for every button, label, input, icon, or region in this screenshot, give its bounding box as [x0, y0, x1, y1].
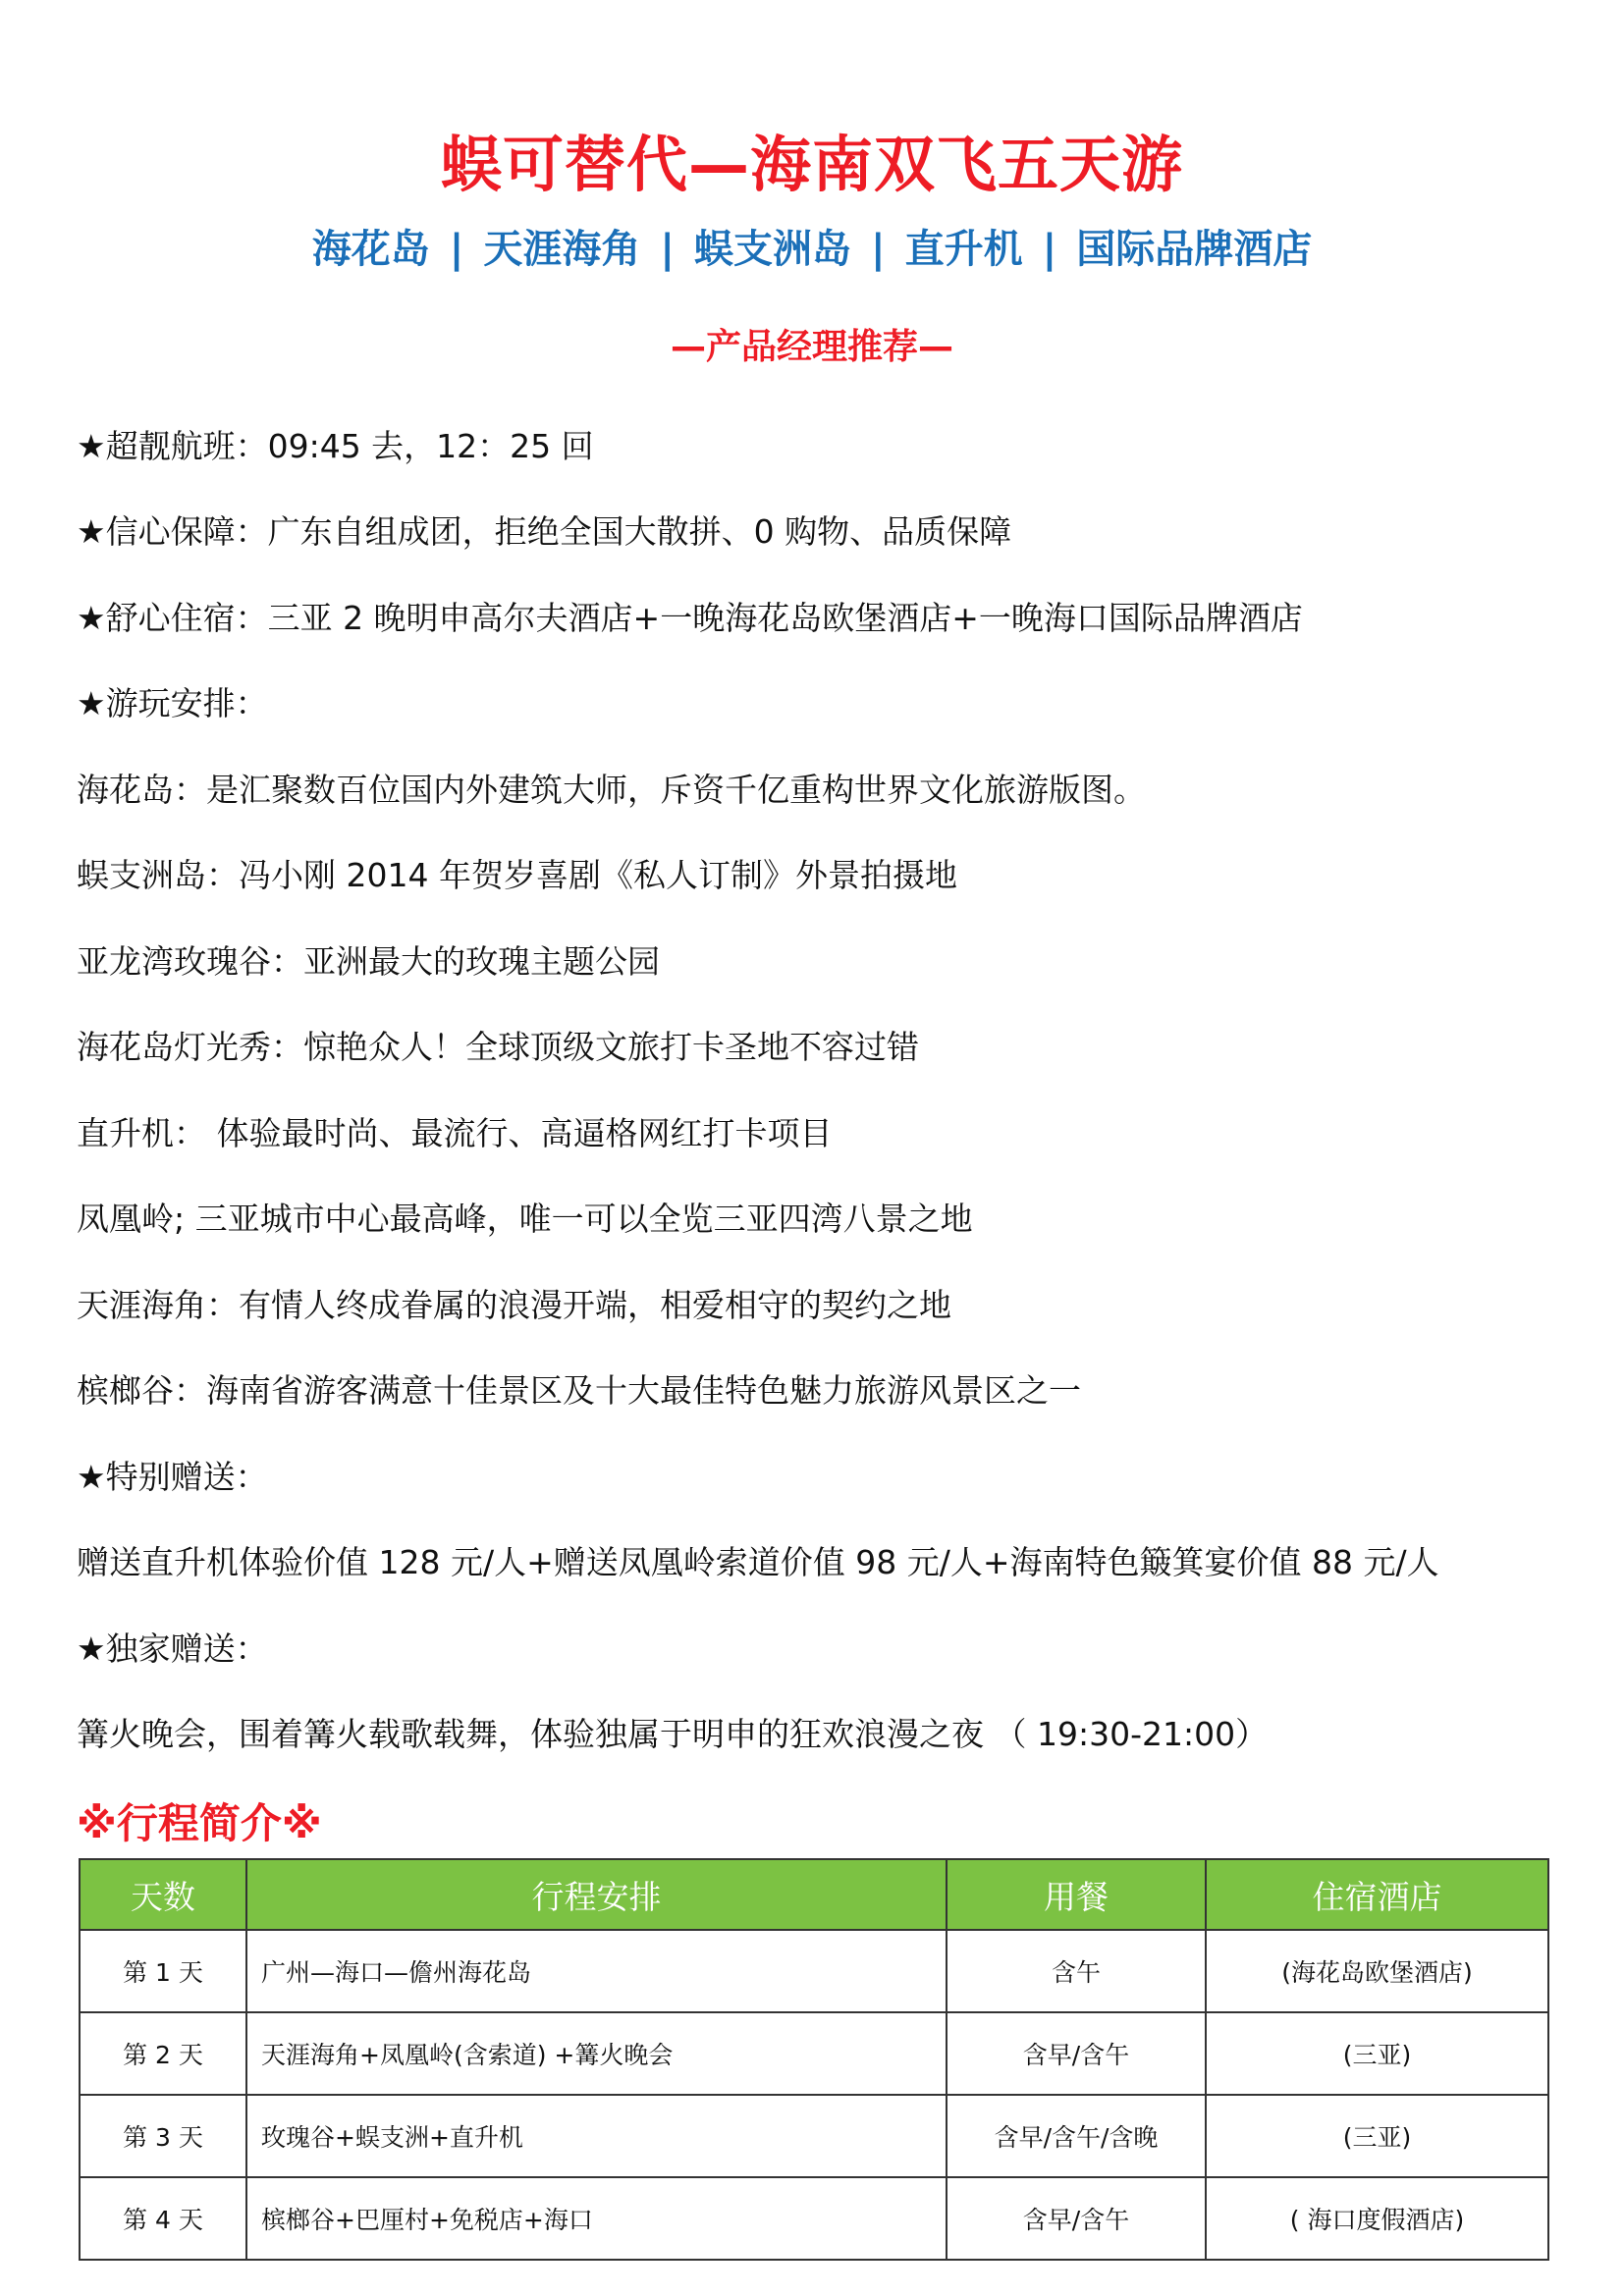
hotel-cell: (三亚): [1206, 2095, 1548, 2177]
subtitle-highlights: [0, 218, 1624, 274]
recommend-label: —产品经理推荐—: [670, 327, 953, 367]
hotel-cell: (海花岛欧堡酒店): [1206, 1930, 1548, 2012]
text-line: 直升机： 体验最时尚、最流行、高逼格网红打卡项目: [77, 1114, 833, 1152]
text-line: 凤凰岭; 三亚城市中心最高峰，唯一可以全览三亚四湾八景之地: [77, 1200, 973, 1238]
column-header-day: 天数: [80, 1859, 246, 1930]
separator: |: [871, 227, 886, 272]
separator: |: [660, 227, 675, 272]
table-row: [80, 1930, 1548, 2012]
meals-cell: 含早/含午: [947, 2012, 1206, 2095]
meals-cell: 含早/含午: [947, 2177, 1206, 2260]
meals-cell: 含早/含午/含晚: [947, 2095, 1206, 2177]
column-header-meals: 用餐: [947, 1859, 1206, 1930]
hotel-cell: ( 海口度假酒店): [1206, 2177, 1548, 2260]
text-line: 海花岛灯光秀：惊艳众人！全球顶级文旅打卡圣地不容过错: [77, 1028, 919, 1066]
text-line: 槟榔谷：海南省游客满意十佳景区及十大最佳特色魅力旅游风景区之一: [77, 1371, 1081, 1410]
text-line: ★舒心住宿：三亚 2 晚明申高尔夫酒店+一晚海花岛欧堡酒店+一晚海口国际品牌酒店: [77, 599, 1303, 637]
text-line: ★超靓航班：09:45 去，12：25 回: [77, 427, 594, 465]
text-line: 天涯海角：有情人终成眷属的浪漫开端，相爱相守的契约之地: [77, 1286, 951, 1324]
plan-cell: 广州—海口—儋州海花岛: [246, 1930, 947, 2012]
highlight-item: 海花岛: [311, 227, 430, 272]
text-line: 亚龙湾玫瑰谷：亚洲最大的玫瑰主题公园: [77, 942, 660, 981]
column-header-plan: 行程安排: [246, 1859, 947, 1930]
plan-cell: 天涯海角+凤凰岭(含索道) +篝火晚会: [246, 2012, 947, 2095]
itinerary-section-title: ※行程简介※: [77, 1799, 322, 1847]
page-title: 蜈可替代—海南双飞五天游: [440, 129, 1183, 200]
column-header-hotel: 住宿酒店: [1206, 1859, 1548, 1930]
highlight-item: 直升机: [904, 227, 1023, 272]
hotel-cell: (三亚): [1206, 2012, 1548, 2095]
text-line: ★特别赠送：: [77, 1458, 268, 1496]
highlight-item: 国际品牌酒店: [1076, 227, 1313, 272]
separator: |: [1042, 227, 1057, 272]
text-line: ★游玩安排：: [77, 684, 268, 722]
table-row: [80, 2012, 1548, 2095]
table-row: [80, 2095, 1548, 2177]
text-line: 蜈支洲岛：冯小刚 2014 年贺岁喜剧《私人订制》外景拍摄地: [77, 856, 957, 894]
day-cell: 第 2 天: [80, 2012, 246, 2095]
day-cell: 第 1 天: [80, 1930, 246, 2012]
text-line: 篝火晚会，围着篝火载歌载舞，体验独属于明申的狂欢浪漫之夜 （ 19:30-21:00）: [77, 1715, 1269, 1753]
table-header-row: [80, 1859, 1548, 1930]
separator: |: [449, 227, 464, 272]
text-line: 海花岛：是汇聚数百位国内外建筑大师，斥资千亿重构世界文化旅游版图。: [77, 771, 1146, 809]
itinerary-table: [79, 1858, 1549, 2261]
highlight-item: 天涯海角: [483, 227, 641, 272]
plan-cell: 槟榔谷+巴厘村+免税店+海口: [246, 2177, 947, 2260]
day-cell: 第 3 天: [80, 2095, 246, 2177]
text-line: ★独家赠送：: [77, 1629, 268, 1668]
highlight-item: 蜈支洲岛: [694, 227, 851, 272]
table-row: [80, 2177, 1548, 2260]
day-cell: 第 4 天: [80, 2177, 246, 2260]
text-line: ★信心保障：广东自组成团，拒绝全国大散拼、0 购物、品质保障: [77, 512, 1012, 551]
meals-cell: 含午: [947, 1930, 1206, 2012]
plan-cell: 玫瑰谷+蜈支洲+直升机: [246, 2095, 947, 2177]
text-line: 赠送直升机体验价值 128 元/人+赠送凤凰岭索道价值 98 元/人+海南特色簸箕宴价值 88 元/人: [77, 1543, 1439, 1581]
